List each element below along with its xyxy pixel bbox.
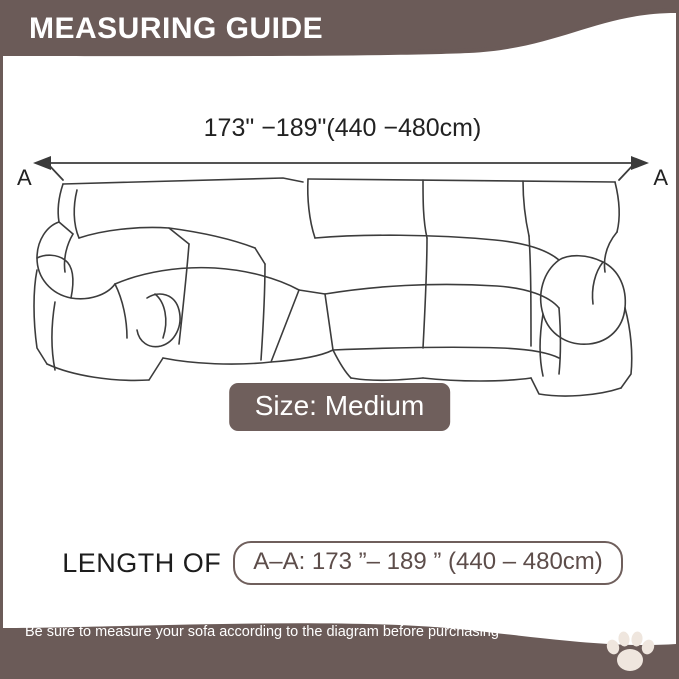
header-band xyxy=(3,3,676,58)
length-value-pill: A–A: 173 ”– 189 ” (440 – 480cm) xyxy=(233,541,623,585)
paw-print-icon xyxy=(602,630,658,674)
footer-note: Be sure to measure your sofa according to the diagram before purchasing xyxy=(25,624,499,640)
dimension-arrow xyxy=(33,156,649,180)
length-label: LENGTH OF xyxy=(62,547,222,578)
marker-a-left: A xyxy=(17,165,32,190)
footer-band xyxy=(3,614,676,676)
marker-a-right: A xyxy=(653,165,668,190)
length-row xyxy=(3,541,679,585)
size-badge: Size: Medium xyxy=(229,383,451,431)
sofa-diagram xyxy=(3,58,679,438)
page-title: MEASURING GUIDE xyxy=(29,12,324,45)
top-dimension-label: 173" −189"(440 −480cm) xyxy=(203,114,482,142)
